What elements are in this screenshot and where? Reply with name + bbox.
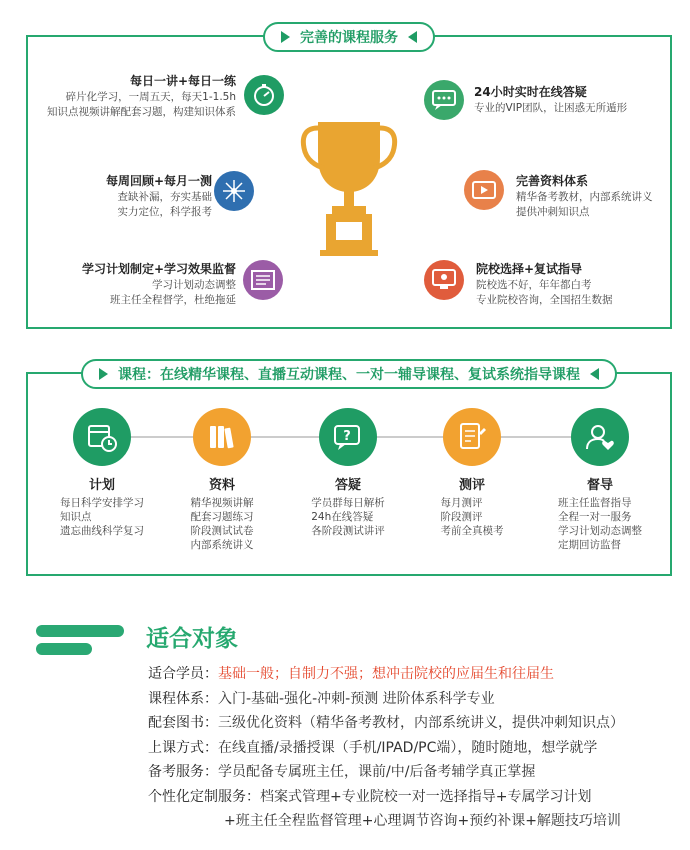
service-title: 24小时实时在线答疑: [474, 85, 587, 99]
audience-row-continuation: +班主任全程监督管理+心理调节咨询+预约补课+解题技巧培训: [224, 813, 621, 829]
audience-title: 适合对象: [146, 626, 238, 652]
services-title-pill: [263, 22, 435, 52]
service-line: 碎片化学习，一周五天，每天1-1.5h: [65, 91, 236, 103]
decorative-bar: [36, 625, 124, 637]
service-item: [106, 172, 212, 220]
courses-title-pill: [81, 359, 617, 389]
service-item: [474, 83, 627, 116]
decorative-bar: [36, 643, 92, 655]
audience-row: [148, 711, 624, 736]
row-value: 入门-基础-强化-冲刺-预测 进阶体系科学专业: [218, 690, 495, 707]
row-key: 适合学员：: [148, 666, 218, 682]
row-key: 上课方式：: [148, 739, 218, 756]
course-name: 计划: [88, 478, 115, 493]
audience-row: [148, 785, 624, 810]
course-line: 内部系统讲义: [190, 539, 254, 551]
row-key: 个性化定制服务：: [148, 788, 260, 805]
monitor-icon: [424, 260, 464, 300]
course-line: 学员群每日解析: [311, 497, 385, 509]
row-value: 在线直播/录播授课（手机/IPAD/PC端），随时随地，想学就学: [218, 739, 598, 756]
course-lines: [311, 496, 385, 538]
course-name: 督导: [586, 478, 613, 493]
course-line: 24h在线答疑: [311, 511, 374, 523]
triangle-right-icon: [99, 368, 108, 380]
row-value: 基础一般；自制力不强；想冲击院校的应届生和往届生: [218, 666, 554, 682]
audience-row: [148, 760, 624, 785]
row-value: 三级优化资料（精华备考教材，内部系统讲义，提供冲刺知识点）: [218, 715, 624, 731]
calendar-clock-icon: [73, 408, 131, 466]
service-line: 知识点视频讲解配套习题，构建知识体系: [47, 106, 236, 118]
course-lines: [558, 496, 642, 552]
course-line: 全程一对一服务: [558, 511, 632, 523]
course-line: 考前全真模考: [440, 525, 504, 537]
service-line: 专业院校咨询，全国招生数据: [476, 294, 613, 306]
course-line: 每日科学安排学习: [60, 497, 144, 509]
network-icon: [214, 171, 254, 211]
course-line: 阶段测试试卷: [190, 525, 254, 537]
course-item-plan: [42, 408, 162, 538]
service-item: [47, 72, 236, 120]
course-name: 测评: [458, 478, 485, 493]
user-heart-icon: [571, 408, 629, 466]
course-name: 答疑: [334, 478, 361, 493]
document-icon: [243, 260, 283, 300]
service-title: 每周回顾+每月一测: [105, 174, 212, 188]
service-item: [476, 260, 613, 308]
course-line: 每月测评: [440, 497, 483, 509]
course-name: 资料: [208, 478, 235, 493]
course-line: 遗忘曲线科学复习: [60, 525, 144, 537]
course-lines: [60, 496, 144, 538]
service-line: 查缺补漏，夯实基础: [117, 191, 212, 203]
row-key: 课程体系：: [148, 690, 218, 707]
course-line: 知识点: [60, 511, 92, 523]
course-line: 阶段测评: [440, 511, 483, 523]
service-line: 实力定位，科学报考: [117, 206, 212, 218]
triangle-right-icon: [281, 31, 290, 43]
row-value: 档案式管理+专业院校一对一选择指导+专属学习计划: [260, 788, 592, 805]
service-line: 院校选不好，年年都白考: [476, 279, 592, 291]
service-line: 提供冲刺知识点: [516, 206, 590, 218]
course-item-qa: [288, 408, 408, 538]
audience-row: [148, 662, 624, 687]
service-line: 学习计划动态调整: [152, 279, 236, 291]
checklist-pencil-icon: [443, 408, 501, 466]
triangle-left-icon: [408, 31, 417, 43]
course-line: 各阶段测试讲评: [311, 525, 385, 537]
row-value: 学员配备专属班主任，课前/中/后备考辅学真正掌握: [218, 764, 536, 780]
service-title: 每日一讲+每日一练: [129, 74, 236, 88]
audience-row: [148, 736, 624, 761]
service-title: 院校选择+复试指导: [476, 262, 583, 276]
service-item: [516, 172, 653, 220]
triangle-left-icon: [590, 368, 599, 380]
course-line: 学习计划动态调整: [558, 525, 642, 537]
row-key: 备考服务：: [148, 764, 218, 780]
books-icon: [193, 408, 251, 466]
course-item-materials: [162, 408, 282, 552]
question-bubble-icon: [319, 408, 377, 466]
row-key: 配套图书：: [148, 715, 218, 731]
course-item-assessment: [412, 408, 532, 538]
audience-row: [148, 687, 624, 712]
service-title: 完善资料体系: [516, 174, 589, 188]
service-line: 精华备考教材，内部系统讲义: [516, 191, 653, 203]
course-line: 班主任监督指导: [558, 497, 632, 509]
course-line: 配套习题练习: [190, 511, 254, 523]
service-title: 学习计划制定+学习效果监督: [81, 262, 236, 276]
service-line: 专业的VIP团队，让困惑无所遁形: [474, 102, 628, 114]
course-lines: [191, 496, 254, 552]
course-line: 精华视频讲解: [190, 497, 254, 509]
svg-text:?: ?: [343, 429, 351, 444]
service-line: 班主任全程督学，杜绝拖延: [110, 294, 236, 306]
course-lines: [441, 496, 504, 538]
service-item: [82, 260, 236, 308]
audience-list: [148, 662, 624, 834]
services-title: 完善的课程服务: [300, 30, 398, 46]
chat-icon: [424, 80, 464, 120]
course-line: 定期回访监督: [558, 539, 621, 551]
trophy-icon: [300, 118, 398, 258]
course-item-supervision: [540, 408, 660, 552]
stopwatch-icon: [244, 75, 284, 115]
video-icon: [464, 170, 504, 210]
courses-title: 课程：在线精华课程、直播互动课程、一对一辅导课程、复试系统指导课程: [118, 367, 580, 383]
